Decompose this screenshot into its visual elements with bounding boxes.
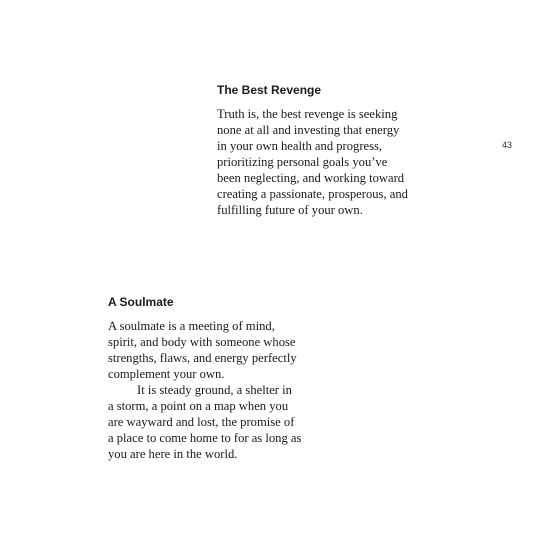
section-a-soulmate [108, 295, 301, 462]
text-line: complement your own. [108, 367, 225, 381]
text-line: are wayward and lost, the promise of [108, 415, 295, 429]
text-line: a place to come home to for as long as [108, 431, 302, 445]
section-the-best-revenge [217, 83, 408, 218]
text-line: a storm, a point on a map when you [108, 399, 289, 413]
text-line: none at all and investing that energy [217, 123, 400, 137]
section-paragraph [108, 318, 301, 382]
text-line: Truth is, the best revenge is seeking [217, 107, 398, 121]
section-heading: A Soulmate [108, 295, 174, 309]
section-paragraph [217, 106, 408, 218]
text-line: in your own health and progress, [217, 139, 383, 153]
text-line: It is steady ground, a shelter in [137, 383, 292, 397]
text-line: creating a passionate, prosperous, and [217, 187, 408, 201]
text-line: A soulmate is a meeting of mind, [108, 319, 275, 333]
text-line: fulfilling future of your own. [217, 203, 363, 217]
text-line: prioritizing personal goals you’ve [217, 155, 388, 169]
text-line: spirit, and body with someone whose [108, 335, 296, 349]
section-paragraph-indented [108, 382, 301, 462]
page-number: 43 [502, 140, 513, 150]
section-heading: The Best Revenge [217, 83, 322, 97]
text-line: strengths, flaws, and energy perfectly [108, 351, 297, 365]
text-line: you are here in the world. [108, 447, 238, 461]
text-line: been neglecting, and working toward [217, 171, 405, 185]
